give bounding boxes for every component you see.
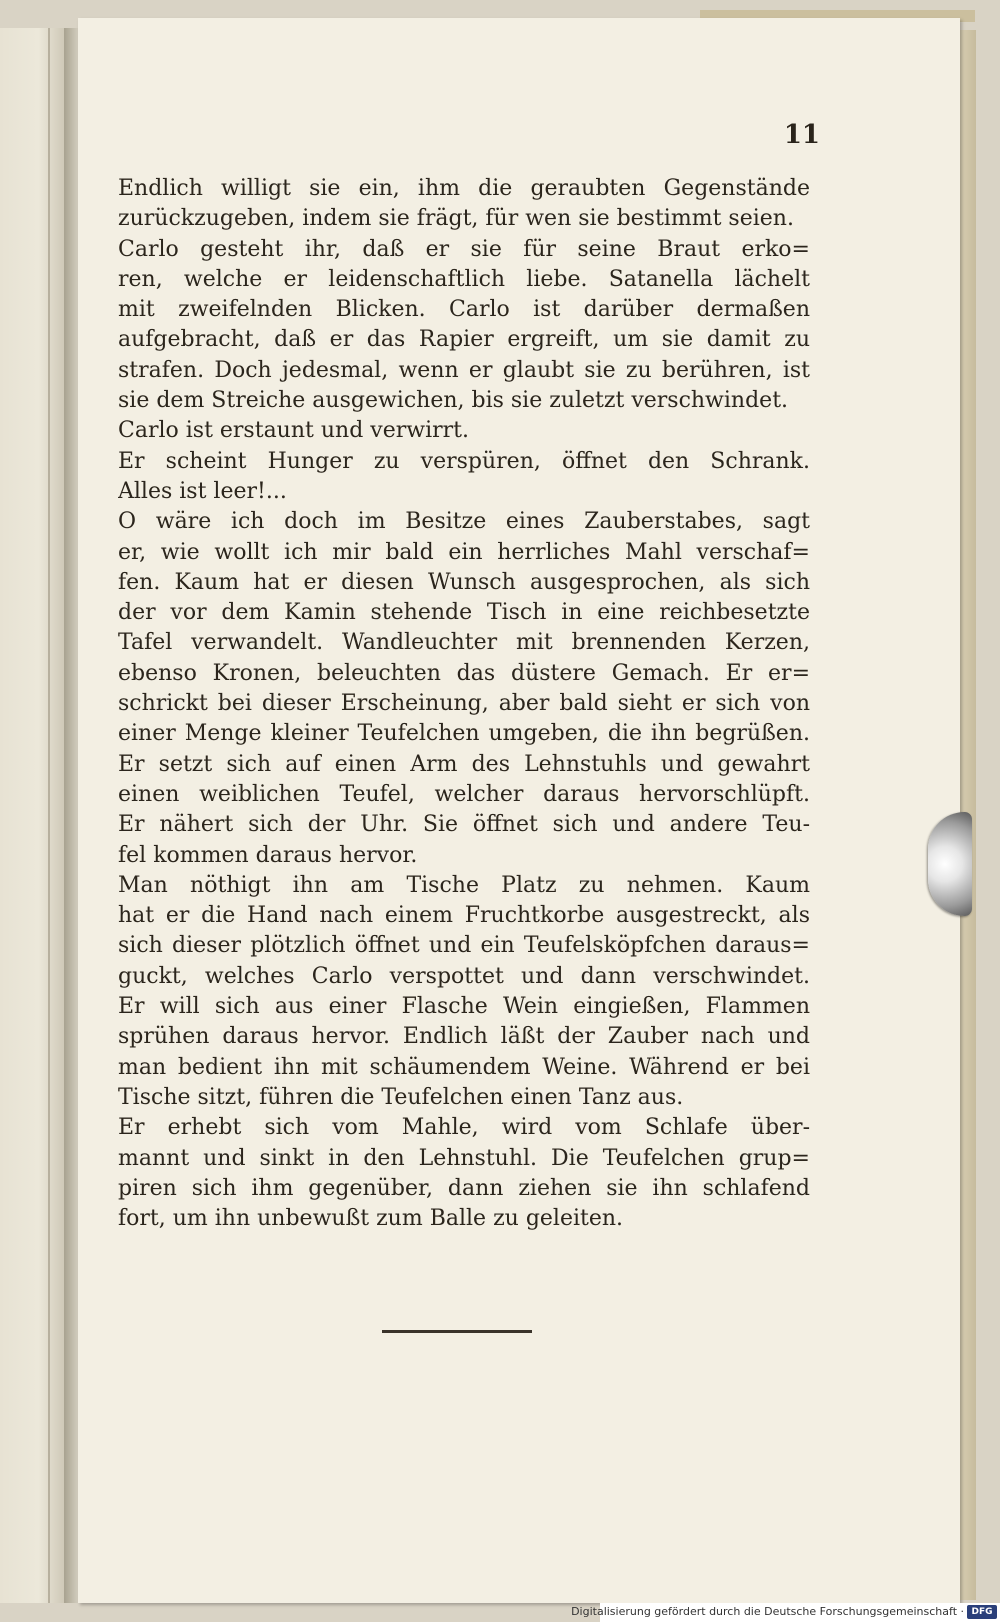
text-line: Man nöthigt ihn am Tische Platz zu nehmen. Kaum xyxy=(118,872,810,898)
digitization-footer xyxy=(571,1603,1000,1622)
text-line: O wäre ich doch im Besitze eines Zauberstabes, sagt xyxy=(118,509,810,535)
text-line: Er will sich aus einer Flasche Wein eingießen, Flammen xyxy=(118,994,810,1020)
text-line: strafen. Doch jedesmal, wenn er glaubt sie zu berühren, ist xyxy=(118,357,810,383)
text-line: Tische sitzt, führen die Teufelchen einen Tanz aus. xyxy=(118,1084,684,1110)
dfg-logo: DFG xyxy=(967,1605,997,1619)
closing-rule xyxy=(382,1330,532,1333)
text-line: Carlo gesteht ihr, daß er sie für seine Braut erko= xyxy=(118,236,810,262)
text-line: piren sich ihm gegenüber, dann ziehen sie ihn schlafend xyxy=(118,1175,810,1201)
metal-clip xyxy=(928,812,972,916)
text-line: fel kommen daraus hervor. xyxy=(118,842,418,868)
text-line: zurückzugeben, indem sie frägt, für wen sie bestimmt seien. xyxy=(118,206,794,232)
text-line: mannt und sinkt in den Lehnstuhl. Die Teufelchen grup= xyxy=(118,1145,810,1171)
text-line: einer Menge kleiner Teufelchen umgeben, die ihn begrüßen. xyxy=(118,721,810,747)
text-line: einen weiblichen Teufel, welcher daraus hervorschlüpft. xyxy=(118,781,810,807)
text-line: fen. Kaum hat er diesen Wunsch ausgesprochen, als sich xyxy=(118,569,810,595)
text-line: Er setzt sich auf einen Arm des Lehnstuhls und gewahrt xyxy=(118,751,810,777)
page-fold-line xyxy=(48,28,50,1603)
text-line: er, wie wollt ich mir bald ein herrliches Mahl verschaf= xyxy=(118,539,810,565)
text-line: Alles ist leer!... xyxy=(118,478,287,504)
text-line: ren, welche er leidenschaftlich liebe. Satanella lächelt xyxy=(118,266,810,292)
text-line: sie dem Streiche ausgewichen, bis sie zuletzt verschwindet. xyxy=(118,388,789,414)
text-line: sich dieser plötzlich öffnet und ein Teufelsköpfchen daraus= xyxy=(118,933,810,959)
body-text xyxy=(118,174,810,1234)
text-line: Carlo ist erstaunt und verwirrt. xyxy=(118,418,469,444)
text-line: man bedient ihn mit schäumendem Weine. Während er bei xyxy=(118,1054,810,1080)
funding-credit: Digitalisierung gefördert durch die Deutsche Forschungsgemeinschaft · xyxy=(571,1605,964,1618)
text-line: sprühen daraus hervor. Endlich läßt der Zauber nach und xyxy=(118,1024,810,1050)
text-line: schrickt bei dieser Erscheinung, aber bald sieht er sich von xyxy=(118,691,810,717)
text-line: ebenso Kronen, beleuchten das düstere Gemach. Er er= xyxy=(118,660,810,686)
text-line: aufgebracht, daß er das Rapier ergreift, um sie damit zu xyxy=(118,327,810,353)
text-line: der vor dem Kamin stehende Tisch in eine reichbesetzte xyxy=(118,600,810,626)
text-line: Tafel verwandelt. Wandleuchter mit brennenden Kerzen, xyxy=(118,630,810,656)
text-line: Er nähert sich der Uhr. Sie öffnet sich und andere Teu- xyxy=(118,812,810,838)
text-line: guckt, welches Carlo verspottet und dann verschwindet. xyxy=(118,963,810,989)
text-line: mit zweifelnden Blicken. Carlo ist darüber dermaßen xyxy=(118,297,810,323)
text-line: Endlich willigt sie ein, ihm die geraubten Gegenstände xyxy=(118,176,810,201)
page-number: 11 xyxy=(783,120,820,150)
previous-page-edge xyxy=(0,28,65,1603)
text-line: fort, um ihn unbewußt zum Balle zu geleiten. xyxy=(118,1206,624,1232)
text-line: hat er die Hand nach einem Fruchtkorbe ausgestreckt, als xyxy=(118,903,810,929)
text-line: Er scheint Hunger zu verspüren, öffnet den Schrank. xyxy=(118,448,810,474)
text-line: Er erhebt sich vom Mahle, wird vom Schlafe über- xyxy=(118,1115,810,1141)
